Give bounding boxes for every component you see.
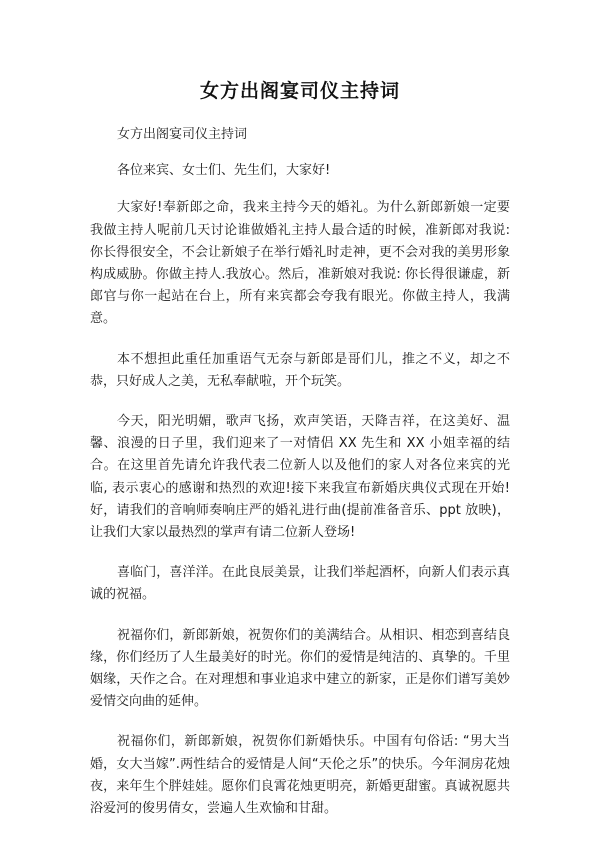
paragraph-opening: 大家好!奉新郎之命，我来主持今天的婚礼。为什么新郎新娘一定要我做主持人呢前几天讨论谁做婚礼主持人最合适的时候，准新郎对我说: 你长得很安全，不会让新娘子在举行婚礼时走神，更不会对我的美男形象构成威胁。你做主持人.我放心。然后，准新娘对我说: 你长得很谦虚，新郎官与你一起站在台上，所有来宾都会夸我有眼光。你做主持人，我满意。	[90, 200, 510, 327]
paragraph-toast: 喜临门，喜洋洋。在此良辰美景，让我们举起酒杯，向新人们表示真诚的祝福。	[90, 565, 510, 603]
paragraph-blessing-2: 祝福你们，新郎新娘，祝贺你们新婚快乐。中国有句俗话: “男大当婚，女大当嫁”.两性结合的爱情是人间“天伦之乐”的快乐。今年洞房花烛夜，来年生个胖娃娃。愿你们良霄花烛更明亮，新婚更甜蜜。真诚祝愿共浴爱河的俊男倩女，尝遍人生欢愉和甘甜。	[90, 734, 510, 817]
greeting-paragraph: 各位来宾、女士们、先生们，大家好!	[117, 163, 331, 179]
paragraph-blessing-1: 祝福你们，新郎新娘，祝贺你们的美满结合。从相识、相恋到喜结良缘，你们经历了人生最美好的时光。你们的爱情是纯洁的、真挚的。千里姻缘，天作之合。在对理想和事业追求中建立的新家，正是你们谱写美妙爱情交向曲的延伸。	[90, 627, 510, 710]
paragraph-ceremony-start: 今天，阳光明媚，歌声飞扬，欢声笑语，天降吉祥，在这美好、温馨、浪漫的日子里，我们迎来了一对情侣 XX 先生和 XX 小姐幸福的结合。在这里首先请允许我代表二位新人以及他们的家人对各位来宾的光临, 表示衷心的感谢和热烈的欢迎!接下来我宣布新婚庆典仪式现在开始!好，请我们的音响师奏响庄严的婚礼进行曲(提前准备音乐、ppt 放映)，让我们大家以最热烈的掌声有请二位新人登场!	[90, 414, 510, 541]
paragraph-acceptance: 本不想担此重任加重语气无奈与新郎是哥们儿，推之不义，却之不恭，只好成人之美，无私奉献啦，开个玩笑。	[90, 351, 510, 389]
document-subtitle: 女方出阁宴司仪主持词	[117, 127, 248, 142]
document-title: 女方出阁宴司仪主持词	[199, 80, 400, 102]
